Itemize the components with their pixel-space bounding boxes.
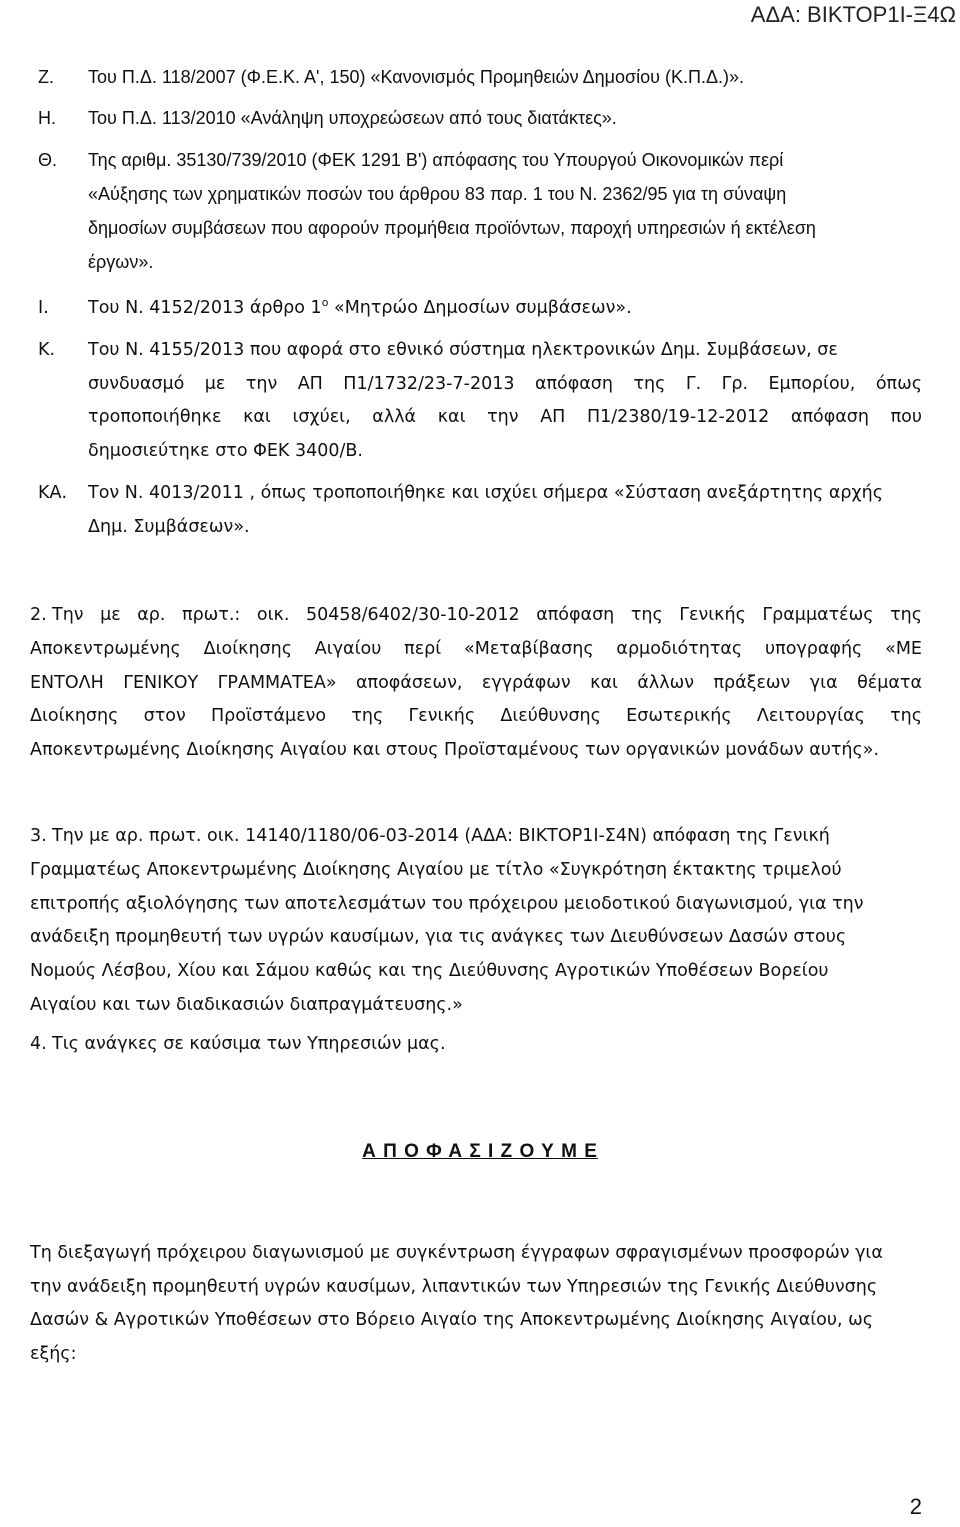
consideration-th-line: δημοσίων συμβάσεων που αφορούν προμήθεια προϊόντων, παροχή υπηρεσιών ή εκτέλεση (88, 218, 816, 238)
item-3-line: επιτροπής αξιολόγησης των αποτελεσμάτων του πρόχειρου μειοδοτικού διαγωνισμού, για την (30, 894, 864, 914)
consideration-k-line: τροποποιήθηκε και ισχύει, αλλά και την ΑΠ Π1/2380/19-12-2012 απόφαση που (88, 407, 922, 427)
consideration-k-line: δημοσιεύτηκε στο ΦΕΚ 3400/Β. (88, 441, 363, 461)
item-2-line: Αποκεντρωμένης Διοίκησης Αιγαίου και στους Προϊσταμένους των οργανικών μονάδων αυτής». (30, 740, 880, 760)
consideration-text: Του Π.Δ. 118/2007 (Φ.Ε.Κ. Α', 150) «Κανονισμός Προμηθειών Δημοσίου (Κ.Π.Δ.)». (88, 67, 745, 87)
consideration-h (38, 106, 617, 130)
consideration-ka-line (38, 481, 883, 505)
decision-title: Α Π Ο Φ Α Σ Ι Ζ Ο Υ Μ Ε (362, 1141, 598, 1162)
consideration-th-line (38, 148, 783, 172)
list-marker: Θ. (38, 150, 58, 170)
list-marker: 4. (30, 1034, 47, 1054)
decision-line: εξής: (30, 1344, 77, 1364)
list-marker: Ζ. (38, 67, 54, 87)
list-marker: 3. (30, 826, 47, 846)
consideration-text: Του Ν. 4155/2013 που αφορά στο εθνικό σύστημα ηλεκτρονικών Δημ. Συμβάσεων, σε (88, 340, 838, 360)
decision-line: Δασών & Αγροτικών Υποθέσεων στο Βόρειο Αιγαίο της Αποκεντρωμένης Διοίκησης Αιγαίου, ως (30, 1310, 874, 1330)
consideration-k-line (38, 338, 838, 362)
list-marker: Η. (38, 108, 56, 128)
item-3-line: ανάδειξη προμηθευτή των υγρών καυσίμων, για τις ανάγκες των Διευθύνσεων Δασών στους (30, 927, 847, 947)
item-3-line: Αιγαίου και των διαδικασιών διαπραγμάτευσης.» (30, 995, 463, 1015)
item-text: Τις ανάγκες σε καύσιμα των Υπηρεσιών μας. (52, 1034, 446, 1054)
item-text: Την με αρ. πρωτ.: οικ. 50458/6402/30-10-2012 απόφαση της Γενικής Γραμματέως της (52, 605, 922, 625)
item-3-line: Γραμματέως Αποκεντρωμένης Διοίκησης Αιγαίου με τίτλο «Συγκρότηση έκτακτης τριμελού (30, 860, 842, 880)
list-marker: 2. (30, 605, 47, 625)
ada-code: ΑΔΑ: ΒΙΚΤΟΡ1Ι-Ξ4Ω (750, 2, 956, 27)
item-4 (30, 1032, 446, 1056)
item-2-line: ΕΝΤΟΛΗ ΓΕΝΙΚΟΥ ΓΡΑΜΜΑΤΕΑ» αποφάσεων, εγγράφων και άλλων πράξεων για θέματα (30, 673, 922, 693)
decision-line: την ανάδειξη προμηθευτή υγρών καυσίμων, λιπαντικών των Υπηρεσιών της Γενικής Διεύθυνσης (30, 1277, 878, 1297)
list-marker: Ι. (38, 298, 49, 318)
consideration-k-line: συνδυασμό με την ΑΠ Π1/1732/23-7-2013 απόφαση της Γ. Γρ. Εμπορίου, όπως (88, 374, 922, 394)
item-3-line (30, 824, 830, 848)
consideration-text: Του Π.Δ. 113/2010 «Ανάληψη υποχρεώσεων από τους διατάκτες». (88, 108, 617, 128)
consideration-text: «Μητρώο Δημοσίων συμβάσεων». (328, 298, 632, 318)
consideration-z (38, 65, 744, 89)
consideration-text: Του Ν. 4152/2013 άρθρο 1 (88, 298, 322, 318)
decision-line: Τη διεξαγωγή πρόχειρου διαγωνισμού με συγκέντρωση έγγραφων σφραγισμένων προσφορών για (30, 1243, 883, 1263)
list-marker: ΚΑ. (38, 483, 68, 503)
consideration-i (38, 291, 632, 320)
item-2-line: Αποκεντρωμένης Διοίκησης Αιγαίου περί «Μεταβίβασης αρμοδιότητας υπογραφής «ΜΕ (30, 639, 922, 659)
consideration-ka-line: Δημ. Συμβάσεων». (88, 517, 250, 537)
list-marker: Κ. (38, 340, 56, 360)
item-2-line (30, 603, 922, 627)
item-2-line: Διοίκησης στον Προϊστάμενο της Γενικής Διεύθυνσης Εσωτερικής Λειτουργίας της (30, 706, 922, 726)
item-text: Την με αρ. πρωτ. οικ. 14140/1180/06-03-2014 (ΑΔΑ: ΒΙΚΤΟΡ1Ι-Σ4Ν) απόφαση της Γενική (52, 826, 830, 846)
page-number: 2 (909, 1494, 922, 1519)
superscript: ο (321, 296, 329, 309)
consideration-th-line: έργων». (88, 252, 154, 272)
item-3-line: Νομούς Λέσβου, Χίου και Σάμου καθώς και της Διεύθυνσης Αγροτικών Υποθέσεων Βορείου (30, 961, 829, 981)
consideration-text: Τον Ν. 4013/2011 , όπως τροποποιήθηκε και ισχύει σήμερα «Σύσταση ανεξάρτητης αρχής (88, 483, 884, 503)
consideration-th-line: «Αύξησης των χρηματικών ποσών του άρθρου 83 παρ. 1 του Ν. 2362/95 για τη σύναψη (88, 184, 787, 204)
consideration-text: Της αριθμ. 35130/739/2010 (ΦΕΚ 1291 Β') απόφασης του Υπουργού Οικονομικών περί (88, 150, 784, 170)
